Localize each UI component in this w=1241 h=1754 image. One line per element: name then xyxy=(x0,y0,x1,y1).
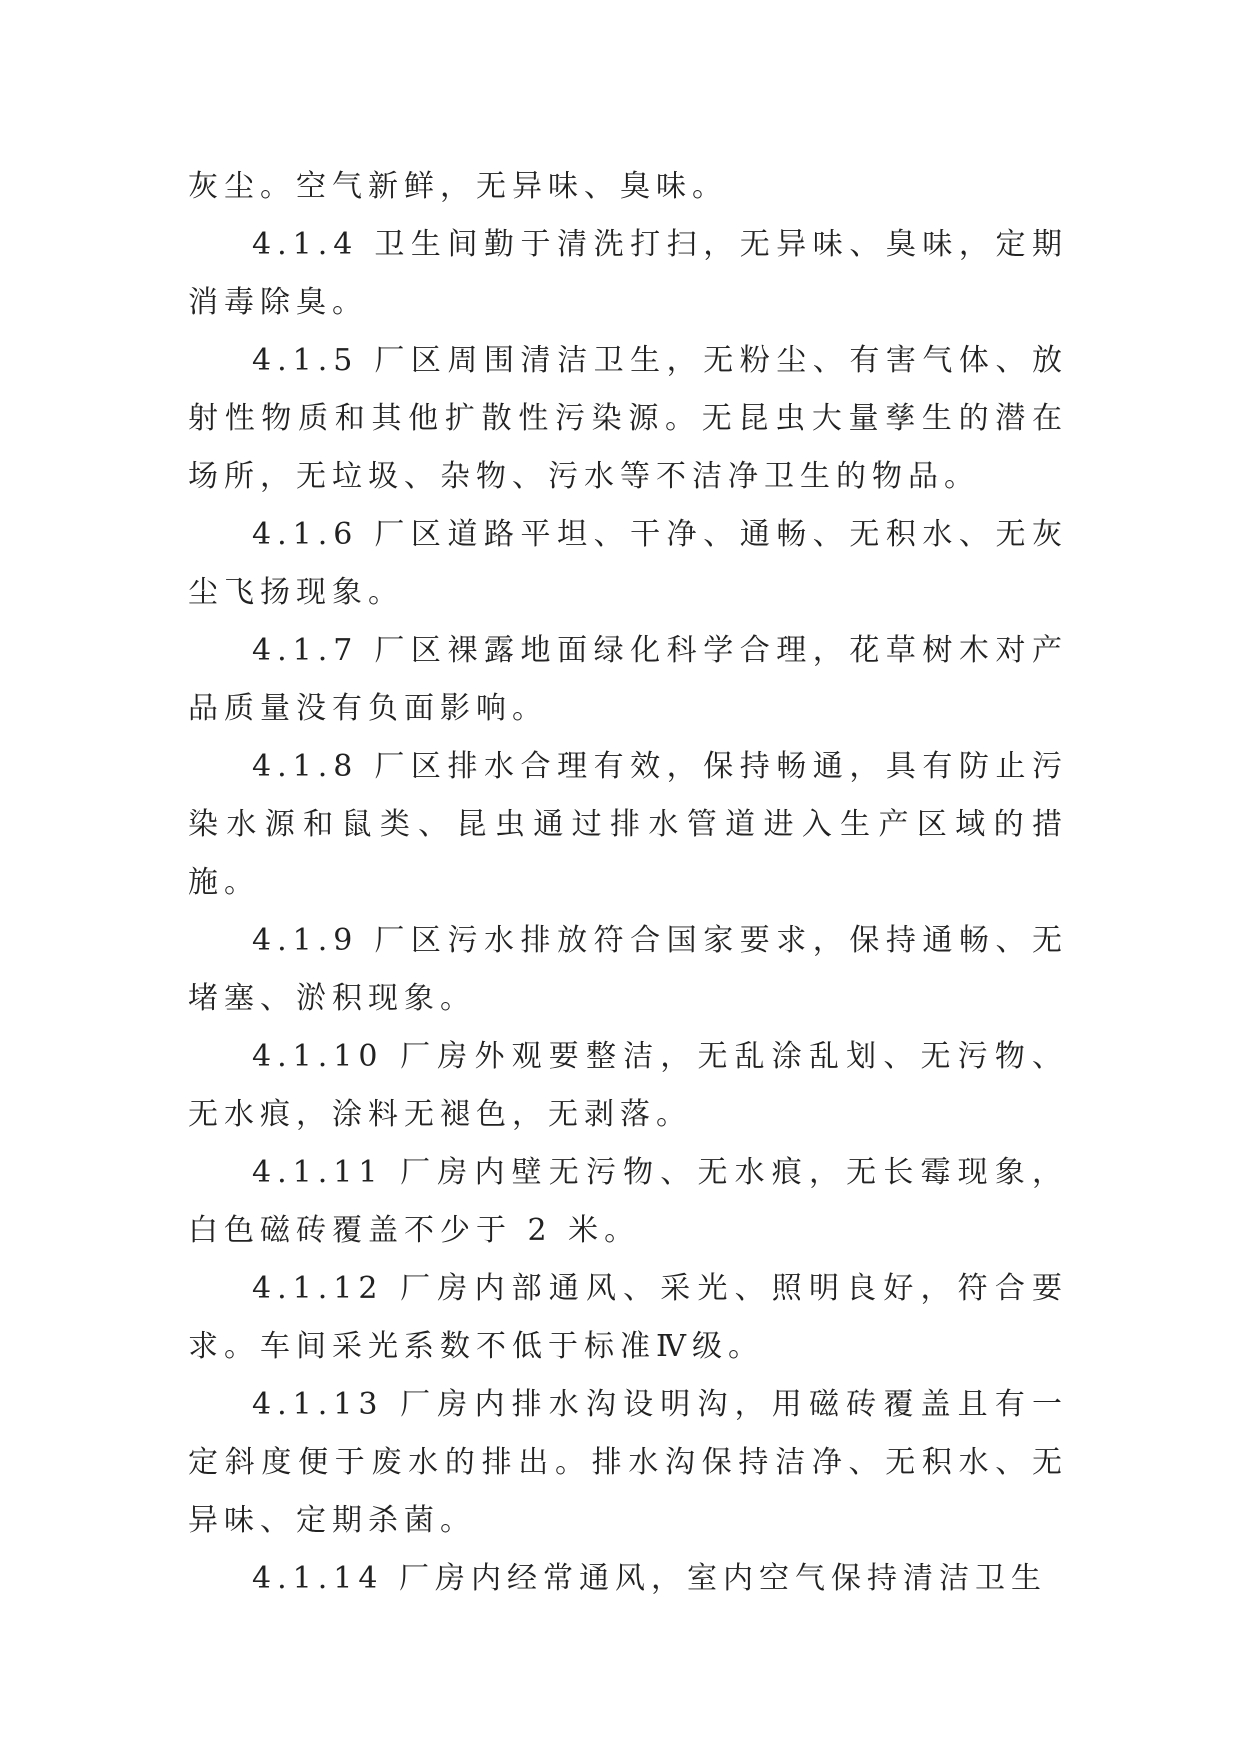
paragraph-4-1-11: 4.1.11 厂房内壁无污物、无水痕，无长霉现象，白色磁砖覆盖不少于 2 米。 xyxy=(188,1155,1068,1248)
paragraph-4-1-7: 4.1.7 厂区裸露地面绿化科学合理，花草树木对产品质量没有负面影响。 xyxy=(188,633,1068,726)
paragraph-4-1-12: 4.1.12 厂房内部通风、采光、照明良好，符合要求。车间采光系数不低于标准Ⅳ级。 xyxy=(188,1271,1068,1364)
paragraph-4-1-10: 4.1.10 厂房外观要整洁，无乱涂乱划、无污物、无水痕，涂料无褪色，无剥落。 xyxy=(188,1039,1068,1132)
paragraph-4-1-14: 4.1.14 厂房内经常通风，室内空气保持清洁卫生 xyxy=(252,1561,1047,1596)
paragraph-4-1-13: 4.1.13 厂房内排水沟设明沟，用磁砖覆盖且有一定斜度便于废水的排出。排水沟保持洁净、无积水、无异味、定期杀菌。 xyxy=(188,1387,1068,1538)
paragraph-4-1-5: 4.1.5 厂区周围清洁卫生，无粉尘、有害气体、放射性物质和其他扩散性污染源。无昆虫大量孳生的潜在场所，无垃圾、杂物、污水等不洁净卫生的物品。 xyxy=(188,343,1068,494)
paragraph-4-1-4: 4.1.4 卫生间勤于清洗打扫，无异味、臭味，定期消毒除臭。 xyxy=(188,227,1068,320)
paragraph-4-1-9: 4.1.9 厂区污水排放符合国家要求，保持通畅、无堵塞、淤积现象。 xyxy=(188,923,1068,1016)
paragraph-4-1-8: 4.1.8 厂区排水合理有效，保持畅通，具有防止污染水源和鼠类、昆虫通过排水管道进入生产区域的措施。 xyxy=(188,749,1068,900)
document-body xyxy=(188,158,1068,1608)
paragraph-4-1-6: 4.1.6 厂区道路平坦、干净、通畅、无积水、无灰尘飞扬现象。 xyxy=(188,517,1068,610)
paragraph-continuation: 灰尘。空气新鲜，无异味、臭味。 xyxy=(188,169,728,204)
